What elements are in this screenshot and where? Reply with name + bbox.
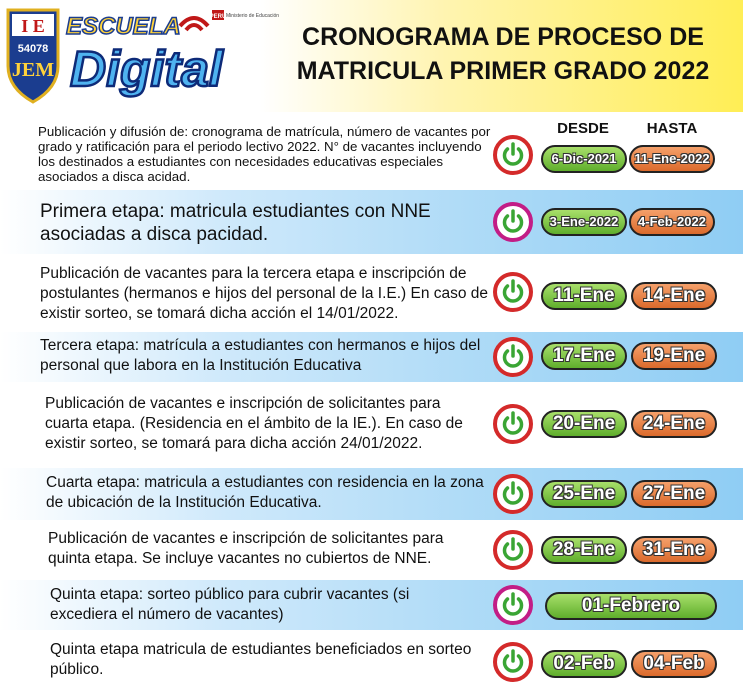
schedule-row-6 xyxy=(0,468,743,520)
row-description: Cuarta etapa: matricula a estudiantes con residencia en la zona de ubicación de la Institución Educativa. xyxy=(46,474,484,511)
schedule-row-4 xyxy=(0,332,743,382)
date-from-pill: 20-Ene xyxy=(541,410,627,438)
date-to-pill: 4-Feb-2022 xyxy=(629,208,715,236)
row-description: Publicación de vacantes e inscripción de solicitantes para cuarta etapa. (Residencia en el ámbito de la IE.). En caso de existir sorteo, se tomará para dicha acción 24/01/2022. xyxy=(45,395,463,452)
date-from-pill: 11-Ene xyxy=(541,282,627,310)
row-description: Primera etapa: matricula estudiantes con NNE asociadas a disca pacidad. xyxy=(40,201,431,245)
page-title: CRONOGRAMA DE PROCESO DE MATRICULA PRIMER GRADO 2022 xyxy=(296,23,710,85)
date-from-pill: 3-Ene-2022 xyxy=(541,208,627,236)
svg-text:PERÚ: PERÚ xyxy=(209,14,227,20)
row-description: Quinta etapa: sorteo público para cubrir vacantes (si excediera el número de vacantes) xyxy=(50,586,410,623)
row-description: Publicación de vacantes para la tercera etapa e inscripción de postulantes (hermanos e hijos del personal de la I.E.) En caso de existir sorteo, se tomará dicha acción el 14/01/2022. xyxy=(40,265,489,322)
power-icon xyxy=(493,135,533,175)
date-to-pill: 31-Ene xyxy=(631,536,717,564)
schedule-row-3 xyxy=(0,258,743,330)
power-icon xyxy=(493,530,533,570)
row-description: Publicación de vacantes e inscripción de solicitantes para quinta etapa. Se incluye vacantes no cubiertos de NNE. xyxy=(48,530,444,567)
power-icon xyxy=(493,404,533,444)
power-icon xyxy=(493,585,533,625)
date-to-pill: 14-Ene xyxy=(631,282,717,310)
row-description: Publicación y difusión de: cronograma de matrícula, número de vacantes por grado y ratificación para el periodo lectivo 2022. N° de vacantes incluyendo los destinados a estudiantes con necesidades educativas especiales asociados a disca acidad. xyxy=(38,124,491,184)
date-from-pill: 28-Ene xyxy=(541,536,627,564)
date-to-pill: 11-Ene-2022 xyxy=(629,145,715,173)
power-icon xyxy=(493,272,533,312)
date-from-pill: 02-Feb xyxy=(541,650,627,678)
schedule-row-9 xyxy=(0,634,743,686)
date-from-pill: 25-Ene xyxy=(541,480,627,508)
date-to-pill: 24-Ene xyxy=(631,410,717,438)
power-icon xyxy=(493,202,533,242)
schedule-row-2 xyxy=(0,190,743,254)
schedule-row-1 xyxy=(0,118,743,186)
date-to-pill: 04-Feb xyxy=(631,650,717,678)
date-to-pill: 27-Ene xyxy=(631,480,717,508)
schedule-row-7 xyxy=(0,524,743,578)
svg-text:Digital: Digital xyxy=(70,41,223,97)
escuela-digital-logo xyxy=(4,4,280,108)
svg-text:54078: 54078 xyxy=(17,43,49,55)
power-icon xyxy=(493,474,533,514)
date-from-pill: 6-Dic-2021 xyxy=(541,145,627,173)
svg-text:JEM: JEM xyxy=(11,59,55,81)
header-banner xyxy=(0,0,743,112)
power-icon xyxy=(493,642,533,682)
power-icon xyxy=(493,337,533,377)
row-description: Tercera etapa: matrícula a estudiantes con hermanos e hijos del personal que labora en la Institución Educativa xyxy=(40,337,481,374)
date-single-pill: 01-Febrero xyxy=(545,592,717,620)
column-header-hasta: HASTA xyxy=(646,120,698,137)
column-header-desde: DESDE xyxy=(557,120,609,137)
schedule-row-8 xyxy=(0,580,743,630)
date-to-pill: 19-Ene xyxy=(631,342,717,370)
date-from-pill: 17-Ene xyxy=(541,342,627,370)
schedule-row-5 xyxy=(0,388,743,464)
row-description: Quinta etapa matricula de estudiantes beneficiados en sorteo público. xyxy=(50,641,472,678)
svg-text:Ministerio de Educación: Ministerio de Educación xyxy=(226,13,280,19)
svg-text:I E: I E xyxy=(21,16,45,36)
svg-text:ESCUELA: ESCUELA xyxy=(66,13,181,40)
